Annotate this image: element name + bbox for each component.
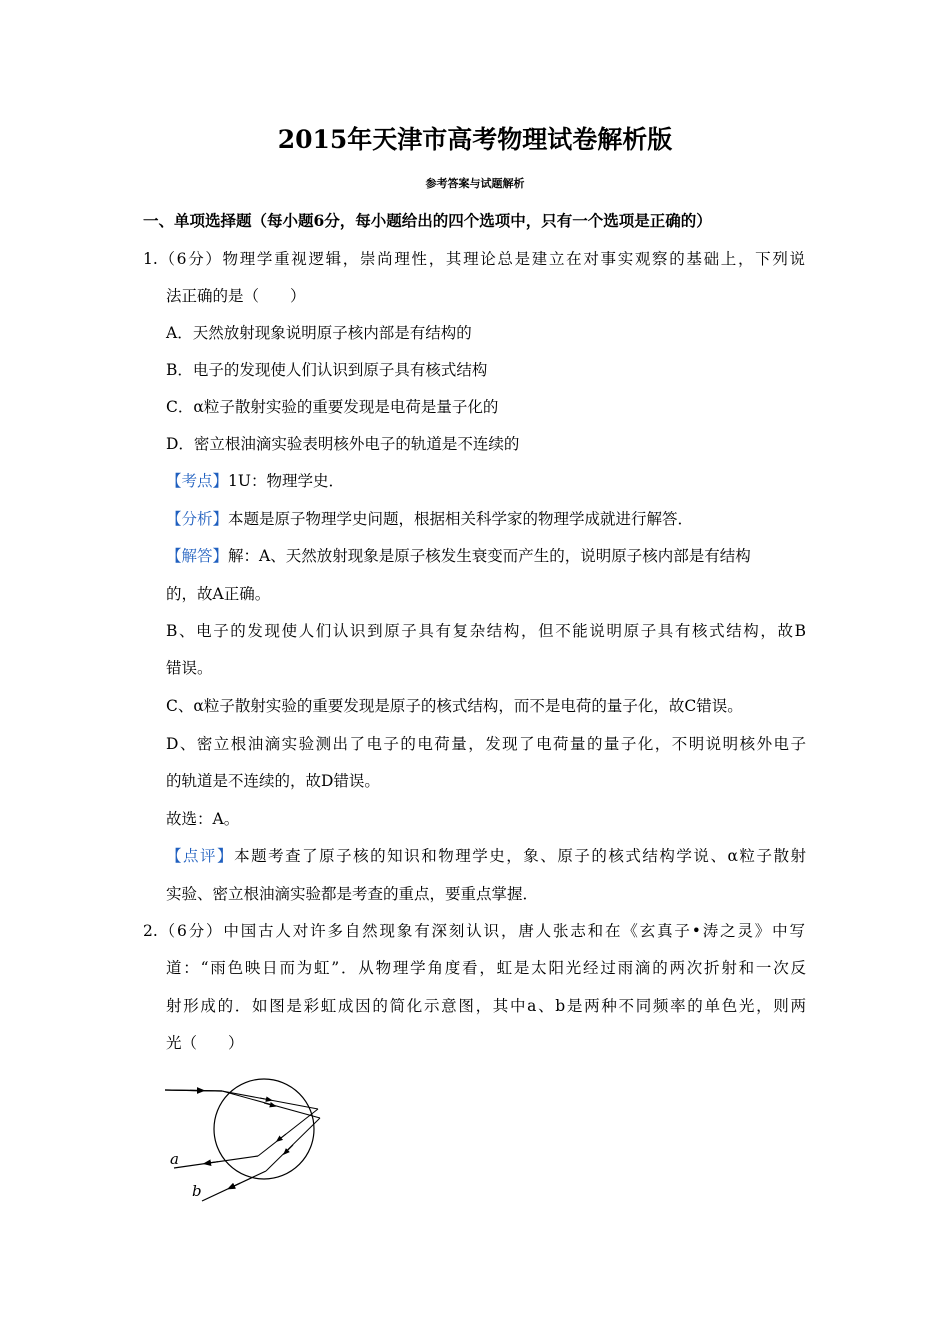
q1-option-a: A．天然放射现象说明原子核内部是有结构的 (166, 324, 472, 342)
q1-jieda-line2: 的，故A正确。 (166, 585, 271, 603)
fenxi-text: 本题是原子物理学史问题，根据相关科学家的物理学成就进行解答． (228, 510, 694, 528)
ray-a-arrow-2 (278, 1134, 286, 1140)
q1-kaodian (166, 470, 344, 492)
q2-stem-line3: 射形成的．如图是彩虹成因的简化示意图，其中a、b是两种不同频率的单色光，则两 (166, 997, 806, 1015)
q1-stem-line1: 1.（6分）物理学重视逻辑，崇尚理性，其理论总是建立在对事实观察的基础上，下列说 (143, 250, 805, 268)
kaodian-tag: 【考点】 (166, 472, 229, 490)
incoming-ray-line (165, 1090, 222, 1091)
page-title: 2015年天津市高考物理试卷解析版 (277, 125, 673, 154)
q1-jieda-c: C、α粒子散射实验的重要发现是原子的核式结构，而不是电荷的量子化，故C错误。 (166, 697, 743, 715)
section-heading: 一、单项选择题（每小题6分，每小题给出的四个选项中，只有一个选项是正确的） (143, 211, 712, 230)
q1-stem-line2: 法正确的是（ ） (166, 287, 306, 305)
q1-jieda-b-line2: 错误。 (166, 659, 213, 677)
ray-a-arrow-out (206, 1162, 218, 1164)
dianping-tag: 【点评】 (166, 847, 235, 865)
q1-dianping-line1 (166, 845, 806, 867)
q1-jieda-d-line2: 的轨道是不连续的，故D错误。 (166, 772, 380, 790)
q1-fenxi (166, 508, 693, 530)
jieda-text-1: 解：A、天然放射现象是原子核发生衰变而产生的，说明原子核内部是有结构 (228, 547, 751, 565)
label-b: b (192, 1182, 202, 1200)
page-subtitle: 参考答案与试题解析 (425, 177, 525, 190)
q2-stem-line2: 道：“雨色映日而为虹”．从物理学角度看，虹是太阳光经过雨滴的两次折射和一次反 (166, 959, 806, 977)
q1-jieda-b-line1: B、电子的发现使人们认识到原子具有复杂结构，但不能说明原子具有核式结构，故B (166, 622, 806, 640)
q2-stem-line4: 光（ ） (166, 1034, 244, 1052)
q1-option-d: D．密立根油滴实验表明核外电子的轨道是不连续的 (166, 435, 520, 453)
raindrop-circle (214, 1079, 314, 1179)
rainbow-raindrop-figure (160, 1064, 340, 1204)
q1-jieda-d-line1: D、密立根油滴实验测出了电子的电荷量，发现了电荷量的量子化，不明说明核外电子 (166, 735, 806, 753)
dianping-text-1: 本题考查了原子核的知识和物理学史，象、原子的核式结构学说、α粒子散射 (234, 847, 806, 865)
q1-jieda-line1 (166, 545, 806, 567)
q1-dianping-line2: 实验、密立根油滴实验都是考查的重点，要重点掌握． (166, 885, 539, 903)
q1-option-b: B．电子的发现使人们认识到原子具有核式结构 (166, 361, 488, 379)
q2-stem-line1: 2.（6分）中国古人对许多自然现象有深刻认识，唐人张志和在《玄真子•涛之灵》中写 (143, 922, 805, 940)
kaodian-text: 1U：物理学史． (228, 472, 344, 490)
ray-b-arrow-2 (285, 1145, 293, 1153)
fenxi-tag: 【分析】 (166, 510, 229, 528)
label-a: a (170, 1150, 179, 1168)
q1-answer: 故选：A。 (166, 810, 240, 828)
q1-option-c: C．α粒子散射实验的重要发现是电荷是量子化的 (166, 398, 499, 416)
jieda-tag: 【解答】 (166, 547, 229, 565)
ray-b-arrow-out (230, 1183, 240, 1188)
ray-a-arrow-1 (260, 1098, 270, 1100)
